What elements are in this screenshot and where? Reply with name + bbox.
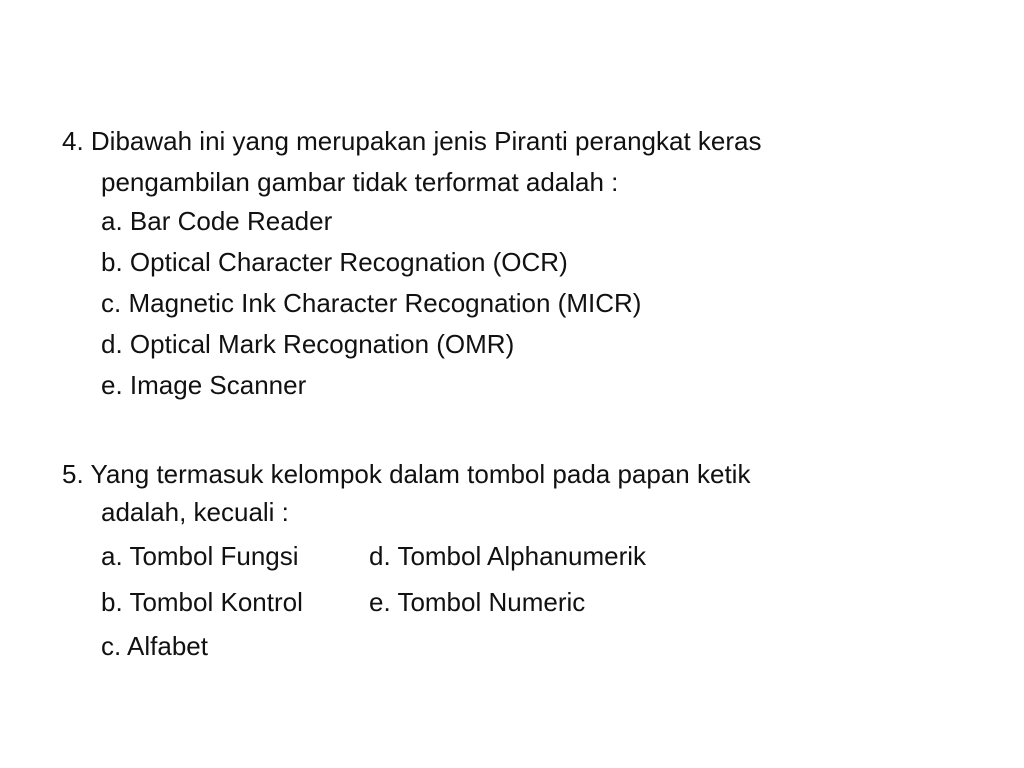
question-5-option-e: e. Tombol Numeric — [369, 587, 586, 617]
question-4-option-e: e. Image Scanner — [101, 370, 307, 400]
question-5-option-d: d. Tombol Alphanumerik — [369, 541, 647, 571]
question-4-option-d: d. Optical Mark Recognation (OMR) — [101, 329, 515, 359]
question-4-option-a: a. Bar Code Reader — [101, 206, 333, 236]
question-4-option-b: b. Optical Character Recognation (OCR) — [101, 247, 568, 277]
question-5-text-continued: adalah, kecuali : — [101, 497, 289, 527]
question-5-option-a: a. Tombol Fungsi — [101, 541, 299, 571]
question-5-text: 5. Yang termasuk kelompok dalam tombol pada papan ketik — [62, 459, 751, 489]
question-4-text: 4. Dibawah ini yang merupakan jenis Piranti perangkat keras — [62, 126, 762, 156]
question-5-option-b: b. Tombol Kontrol — [101, 587, 303, 617]
question-5-option-c: c. Alfabet — [101, 631, 208, 661]
question-4-text-continued: pengambilan gambar tidak terformat adalah : — [101, 167, 619, 197]
question-4-option-c: c. Magnetic Ink Character Recognation (MICR) — [101, 288, 642, 318]
